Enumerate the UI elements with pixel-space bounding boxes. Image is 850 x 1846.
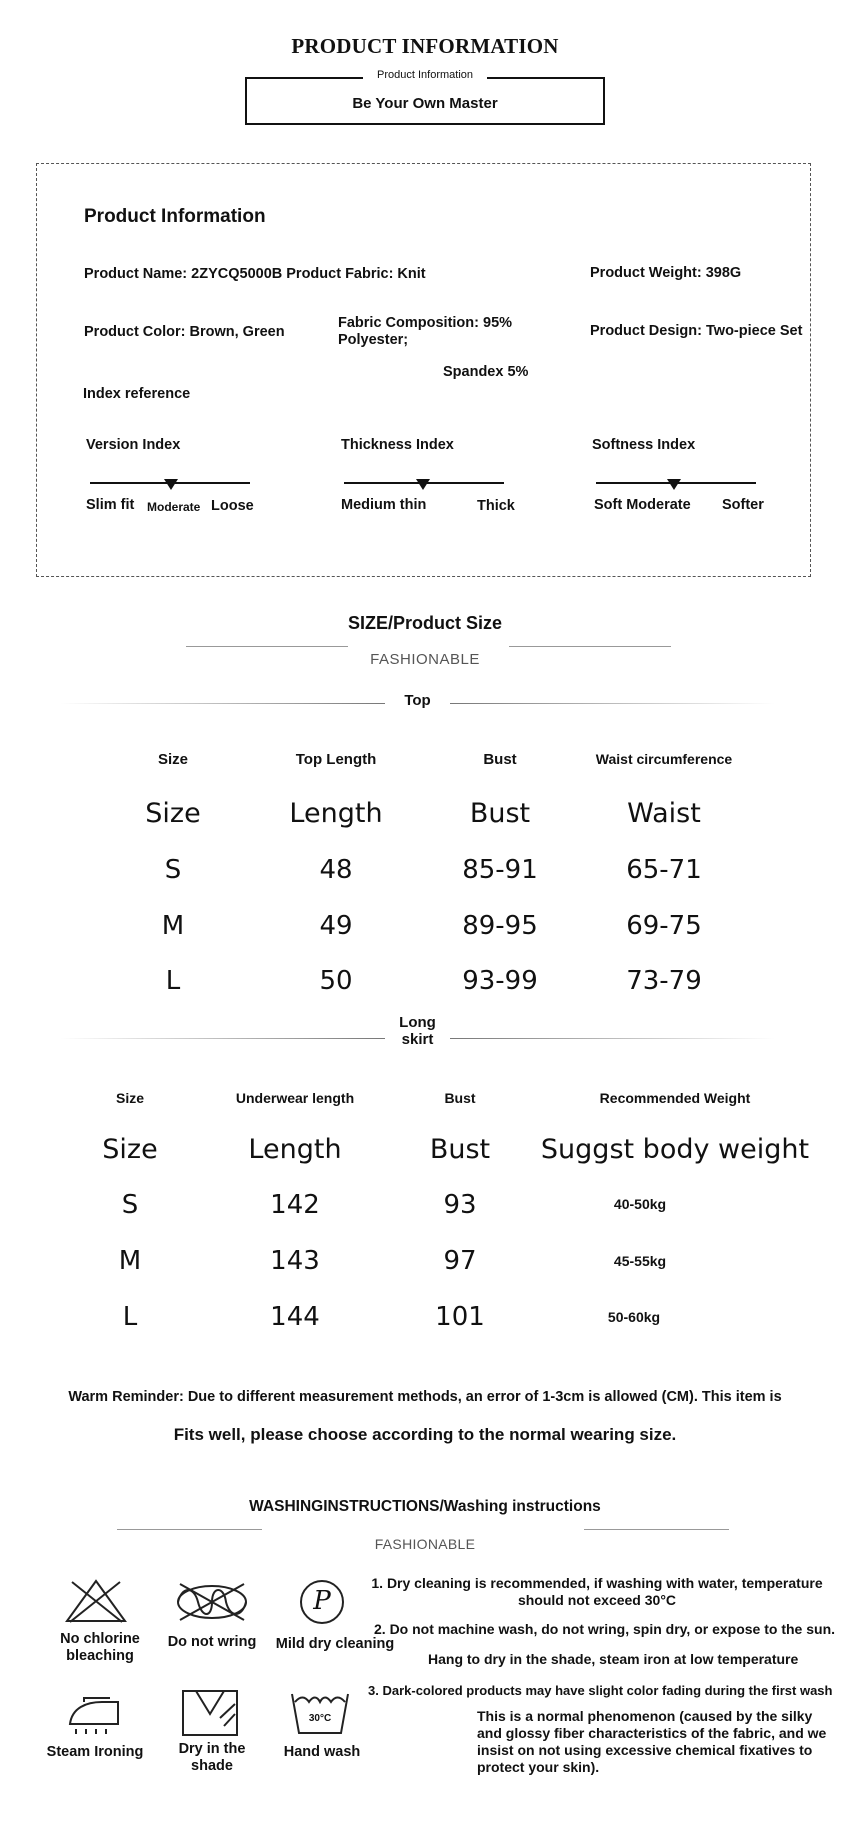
skirt-row-l-weight: 50-60kg — [607, 1309, 661, 1325]
size-section-subtitle: FASHIONABLE — [370, 651, 480, 668]
skirt-row-m-size: M — [118, 1246, 142, 1276]
dry-clean-label: Mild dry cleaning — [275, 1636, 395, 1652]
reminder-line1: Warm Reminder: Due to different measurement methods, an error of 1-3cm is allowed (CM). This item is — [68, 1389, 782, 1405]
product-color: Product Color: Brown, Green — [84, 324, 285, 340]
top-row-l-size: L — [165, 966, 181, 996]
top-row-m-bust: 89-95 — [462, 911, 538, 941]
hand-wash-temp: 30°C — [308, 1713, 332, 1724]
instruction-1 — [357, 1575, 837, 1609]
skirt-bighdr-size: Size — [102, 1134, 158, 1165]
top-row-m-size: M — [161, 911, 185, 941]
skirt-label-line1: Long — [399, 1014, 436, 1031]
reminder-line2: Fits well, please choose according to the normal wearing size. — [173, 1425, 677, 1444]
product-design: Product Design: Two-piece Set — [590, 323, 803, 339]
version-index-left: Slim fit — [86, 497, 135, 513]
product-weight: Product Weight: 398G — [590, 265, 742, 281]
instruction-1b: should not exceed 30°C — [517, 1592, 677, 1608]
top-row-l-bust: 93-99 — [462, 966, 538, 996]
top-label: Top — [404, 692, 431, 709]
softness-index-right: Softer — [722, 497, 764, 513]
skirt-header-weight: Recommended Weight — [599, 1090, 751, 1106]
spandex-composition: Spandex 5% — [443, 364, 529, 380]
top-row-l-waist: 73-79 — [626, 966, 702, 996]
slogan-text: Be Your Own Master — [352, 95, 498, 112]
top-bighdr-length: Length — [289, 798, 383, 829]
skirt-bighdr-weight: Suggst body weight — [540, 1134, 810, 1165]
top-divider-left — [60, 703, 385, 704]
no-bleach-label-1: No chlorine — [60, 1631, 140, 1647]
version-index-marker — [164, 479, 178, 490]
top-row-s-bust: 85-91 — [462, 855, 538, 885]
skirt-header-bust: Bust — [444, 1090, 476, 1106]
no-bleach-label-2: bleaching — [66, 1648, 134, 1664]
skirt-row-l-size: L — [122, 1302, 138, 1332]
top-bighdr-waist: Waist — [627, 798, 701, 829]
top-header-size: Size — [157, 751, 188, 768]
top-row-s-length: 48 — [319, 855, 353, 885]
skirt-row-s-size: S — [121, 1190, 139, 1220]
no-bleach-icon — [64, 1578, 128, 1624]
index-reference: Index reference — [83, 386, 191, 402]
skirt-row-l-length: 144 — [270, 1302, 320, 1332]
skirt-bighdr-length: Length — [248, 1134, 342, 1165]
softness-index-left: Soft Moderate — [594, 497, 691, 513]
thickness-index-left: Medium thin — [341, 497, 427, 513]
skirt-row-l-bust: 101 — [435, 1302, 485, 1332]
version-index-mid: Moderate — [147, 500, 201, 514]
top-bighdr-bust: Bust — [469, 798, 531, 829]
dry-shade-label-1: Dry in the — [178, 1741, 246, 1757]
dry-shade-label — [152, 1741, 272, 1775]
washing-line-left — [117, 1529, 262, 1530]
skirt-row-s-bust: 93 — [443, 1190, 477, 1220]
skirt-row-m-bust: 97 — [443, 1246, 477, 1276]
instruction-3b: This is a normal phenomenon (caused by the silky and glossy fiber characteristics of the fabric, and we insist on not using excessive chemical fixatives to protect your skin). — [477, 1708, 827, 1775]
softness-index-title: Softness Index — [592, 437, 696, 453]
softness-index-marker — [667, 479, 681, 490]
skirt-label-line2: skirt — [401, 1031, 434, 1048]
hand-wash-label: Hand wash — [283, 1744, 361, 1760]
top-header-waist: Waist circumference — [595, 751, 733, 767]
dry-shade-label-2: shade — [191, 1758, 233, 1774]
skirt-label — [385, 1014, 450, 1048]
top-row-m-length: 49 — [319, 911, 353, 941]
top-row-s-waist: 65-71 — [626, 855, 702, 885]
thickness-index-title: Thickness Index — [341, 437, 454, 453]
washing-line-right — [584, 1529, 729, 1530]
no-wring-icon — [172, 1580, 252, 1624]
slogan-subtitle: Product Information — [377, 69, 473, 81]
top-bighdr-size: Size — [145, 798, 201, 829]
fabric-composition: Fabric Composition: 95% Polyester; — [338, 315, 513, 348]
skirt-row-m-weight: 45-55kg — [613, 1253, 667, 1269]
skirt-divider-right — [450, 1038, 775, 1039]
instruction-2b: Hang to dry in the shade, steam iron at low temperature — [428, 1651, 799, 1667]
skirt-header-length: Underwear length — [235, 1090, 355, 1106]
top-row-l-length: 50 — [319, 966, 353, 996]
skirt-header-size: Size — [115, 1090, 144, 1106]
skirt-bighdr-bust: Bust — [429, 1134, 491, 1165]
thickness-index-right: Thick — [477, 498, 515, 514]
info-heading: Product Information — [84, 206, 266, 227]
top-row-m-waist: 69-75 — [626, 911, 702, 941]
top-row-s-size: S — [164, 855, 182, 885]
skirt-row-m-length: 143 — [270, 1246, 320, 1276]
instruction-3a: 3. Dark-colored products may have slight color fading during the first wash — [368, 1683, 833, 1698]
instruction-2a: 2. Do not machine wash, do not wring, spin dry, or expose to the sun. — [374, 1621, 836, 1637]
instruction-1a: 1. Dry cleaning is recommended, if washing with water, temperature — [371, 1575, 823, 1591]
size-title-line-left — [186, 646, 348, 647]
product-name-fabric: Product Name: 2ZYCQ5000B Product Fabric: Knit — [84, 266, 426, 282]
iron-label: Steam Ironing — [46, 1744, 144, 1760]
size-section-title: SIZE/Product Size — [347, 613, 503, 633]
dry-clean-letter: P — [313, 1586, 331, 1616]
size-title-line-right — [509, 646, 671, 647]
washing-title: WASHINGINSTRUCTIONS/Washing instructions — [249, 1498, 601, 1515]
skirt-row-s-weight: 40-50kg — [613, 1196, 667, 1212]
no-wring-label: Do not wring — [167, 1634, 257, 1650]
thickness-index-marker — [416, 479, 430, 490]
page-title: PRODUCT INFORMATION — [291, 34, 559, 58]
no-bleach-label — [40, 1631, 160, 1665]
dry-shade-icon — [180, 1688, 240, 1738]
top-header-bust: Bust — [483, 751, 517, 768]
washing-subtitle: FASHIONABLE — [374, 1536, 476, 1552]
skirt-row-s-length: 142 — [270, 1190, 320, 1220]
top-header-length: Top Length — [295, 751, 377, 768]
version-index-title: Version Index — [86, 437, 181, 453]
skirt-divider-left — [60, 1038, 385, 1039]
iron-icon — [66, 1694, 122, 1736]
version-index-right: Loose — [211, 498, 254, 514]
top-divider-right — [450, 703, 775, 704]
